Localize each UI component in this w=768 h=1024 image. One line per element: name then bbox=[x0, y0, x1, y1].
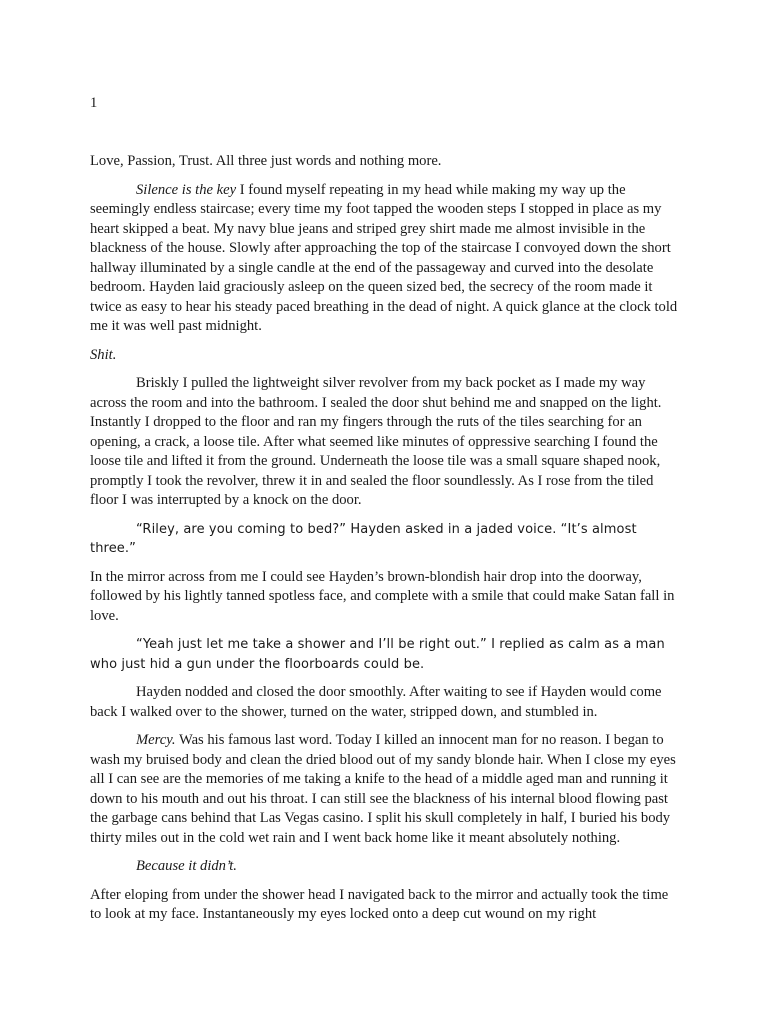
paragraph-3-italic: Shit. bbox=[90, 346, 117, 363]
paragraph-5: “Riley, are you coming to bed?” Hayden asked in a jaded voice. “It’s almost three.” bbox=[90, 521, 637, 556]
paragraph-9-text: Was his famous last word. Today I killed an innocent man for no reason. I began to wash my bruised body and clean the dried blood out of my sandy blonde hair. When I close my eyes all I can see are the memories of me taking a knife to the head of a middle aged man and running it down to his mouth and out his throat. I can still see the blackness of his internal blood flowing past the garbage cans behind that Las Vegas casino. I split his skull completely in half, I buried his body thirty miles out in the cold wet rain and I went back home like it meant absolutely nothing. bbox=[90, 732, 676, 846]
paragraph-10 bbox=[90, 857, 678, 877]
paragraph-2-text: I found myself repeating in my head while making my way up the seemingly endless staircase; every time my foot tapped the wooden steps I stopped in place as my heart skipped a beat. My navy blue jeans and striped grey shirt made me almost invisible in the blackness of the house. Slowly after approaching the top of the staircase I convoyed down the short hallway illuminated by a single candle at the end of the passageway and curved into the desolate bedroom. Hayden laid graciously asleep on the queen sized bed, the secrecy of the room made it twice as easy to hear his steady paced breathing in the dead of night. A quick glance at the clock told me it was well past midnight. bbox=[90, 181, 678, 334]
paragraph-1: Love, Passion, Trust. All three just words and nothing more. bbox=[90, 153, 442, 169]
paragraph-2-italic: Silence is the key bbox=[136, 181, 237, 198]
paragraph-3 bbox=[90, 346, 678, 366]
paragraph-9-italic: Mercy. bbox=[136, 732, 176, 748]
paragraph-7-dialogue: “Yeah just let me take a shower and I’ll be right out.” bbox=[136, 637, 487, 652]
paragraph-7 bbox=[90, 635, 678, 674]
paragraph-8: Hayden nodded and closed the door smoothly. After waiting to see if Hayden would come back I walked over to the shower, turned on the water, stripped down, and stumbled in. bbox=[90, 684, 662, 720]
paragraph-2 bbox=[90, 181, 678, 337]
paragraph-9 bbox=[90, 731, 678, 848]
paragraph-10-italic: Because it didn’t. bbox=[136, 858, 237, 874]
paragraph-6: In the mirror across from me I could see Hayden’s brown-blondish hair drop into the doorway, followed by his lightly tanned spotless face, and complete with a smile that could make Satan fall in love. bbox=[90, 568, 675, 624]
paragraph-7-text: I replied as calm as a man who just hid a gun under the floorboards could be. bbox=[90, 637, 665, 672]
paragraph-4: Briskly I pulled the lightweight silver revolver from my back pocket as I made my way across the room and into the bathroom. I sealed the door shut behind me and snapped on the light. Instantly I dropped to the floor and ran my fingers through the ruts of the tiles searching for an opening, a crack, a loose tile. After what seemed like minutes of oppressive searching I found the loose tile and lifted it from the ground. Underneath the loose tile was a small square shaped nook, promptly I took the revolver, threw it in and sealed the floor soundlessly. As I rose from the tiled floor I was interrupted by a knock on the door. bbox=[90, 375, 662, 508]
page-number: 1 bbox=[90, 95, 98, 111]
story-text bbox=[90, 152, 678, 934]
paragraph-11: After eloping from under the shower head I navigated back to the mirror and actually took the time to look at my face. Instantaneously my eyes locked onto a deep cut wound on my right bbox=[90, 886, 669, 922]
